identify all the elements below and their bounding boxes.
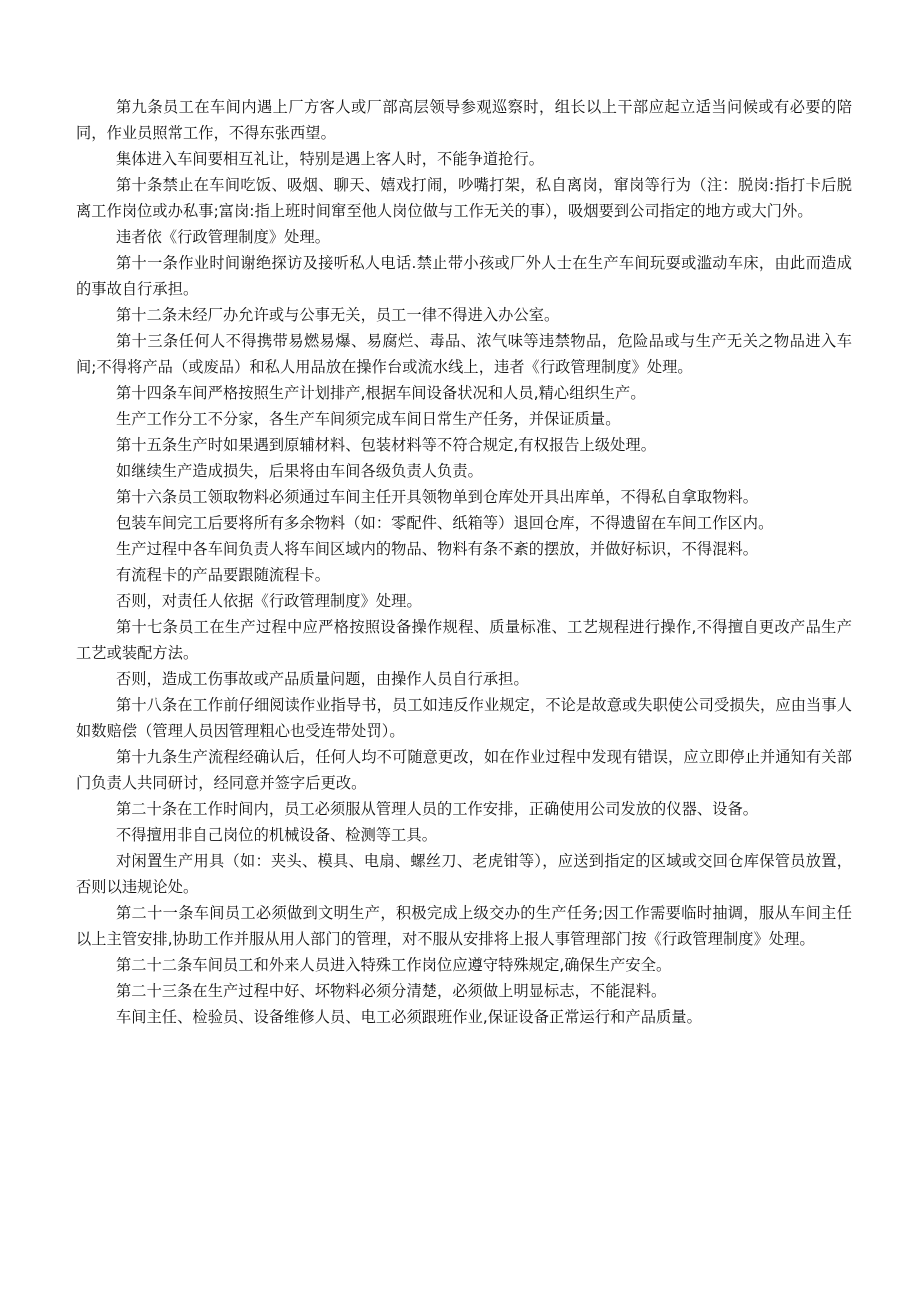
paragraph-loss-responsibility: 如继续生产造成损失，后果将由车间各级负责人负责。	[116, 462, 483, 480]
paragraph-article-10: 第十条禁止在车间吃饭、吸烟、聊天、嬉戏打闹，吵嘴打架，私自离岗，窜岗等行为（注：脱岗:指打卡后脱离工作岗位或办私事;富岗:指上班时间窜至他人岗位做与工作无关的事），吸烟要到公司指定的地方或大门外。	[76, 176, 852, 220]
paragraph-article-15: 第十五条生产时如果遇到原辅材料、包装材料等不符合规定,有权报告上级处理。	[116, 436, 656, 454]
paragraph-article-22: 第二十二条车间员工和外来人员进入特殊工作岗位应遵守特殊规定,确保生产安全。	[116, 956, 672, 974]
paragraph-production-division: 生产工作分工不分家，各生产车间须完成车间日常生产任务，并保证质量。	[116, 410, 621, 428]
paragraph-idle-tools: 对闲置生产用具（如：夹头、模具、电扇、螺丝刀、老虎钳等），应送到指定的区域或交回仓库保管员放置，否则以违规论处。	[76, 852, 852, 896]
paragraph-packaging-return: 包装车间完工后要将所有多余物料（如：零配件、纸箱等）退回仓库，不得遗留在车间工作区内。	[116, 514, 774, 532]
paragraph-article-13: 第十三条任何人不得携带易燃易爆、易腐烂、毒品、浓气味等违禁物品，危险品或与生产无关之物品进入车间;不得将产品（或废品）和私人用品放在操作台或流水线上，违者《行政管理制度》处理。	[76, 332, 852, 376]
paragraph-penalty: 否则，对责任人依据《行政管理制度》处理。	[116, 592, 422, 610]
paragraph-article-9: 第九条员工在车间内遇上厂方客人或厂部高层领导参观巡察时，组长以上干部应起立适当问候或有必要的陪同，作业员照常工作，不得东张西望。	[76, 98, 852, 142]
paragraph-article-16: 第十六条员工领取物料必须通过车间主任开具领物单到仓库处开具出库单，不得私自拿取物料。	[116, 488, 759, 506]
paragraph-equipment-use: 不得擅用非自己岗位的机械设备、检测等工具。	[116, 826, 438, 844]
paragraph-article-12: 第十二条未经厂办允许或与公事无关，员工一律不得进入办公室。	[116, 306, 560, 324]
paragraph-process-card: 有流程卡的产品要跟随流程卡。	[116, 566, 331, 584]
paragraph-article-21: 第二十一条车间员工必须做到文明生产，积极完成上级交办的生产任务;因工作需要临时抽调，服从车间主任以上主管安排,协助工作并服从用人部门的管理，对不服从安排将上报人事管理部门按《行政管理制度》处理。	[76, 904, 852, 948]
paragraph-article-18: 第十八条在工作前仔细阅读作业指导书，员工如违反作业规定，不论是故意或失职使公司受损失，应由当事人如数赔偿（管理人员因管理粗心也受连带处罚）。	[76, 696, 852, 740]
paragraph-article-14: 第十四条车间严格按照生产计划排产,根据车间设备状况和人员,精心组织生产。	[116, 384, 646, 402]
paragraph-shift-staff: 车间主任、检验员、设备维修人员、电工必须跟班作业,保证设备正常运行和产品质量。	[116, 1008, 702, 1026]
paragraph-violation-note: 违者依《行政管理制度》处理。	[116, 228, 331, 246]
paragraph-article-17: 第十七条员工在生产过程中应严格按照设备操作规程、质量标准、工艺规程进行操作,不得擅自更改产品生产工艺或装配方法。	[76, 618, 852, 662]
paragraph-courtesy: 集体进入车间要相互礼让，特别是遇上客人时，不能争道抢行。	[116, 150, 545, 168]
paragraph-article-20: 第二十条在工作时间内，员工必须服从管理人员的工作安排，正确使用公司发放的仪器、设备。	[116, 800, 759, 818]
paragraph-material-arrangement: 生产过程中各车间负责人将车间区域内的物品、物料有条不紊的摆放，并做好标识，不得混料。	[116, 540, 759, 558]
paragraph-accident-liability: 否则，造成工伤事故或产品质量问题，由操作人员自行承担。	[116, 670, 529, 688]
paragraph-article-23: 第二十三条在生产过程中好、坏物料必须分清楚，必须做上明显标志，不能混料。	[116, 982, 667, 1000]
document-body	[76, 94, 852, 1030]
paragraph-article-11: 第十一条作业时间谢绝探访及接听私人电话.禁止带小孩或厂外人士在生产车间玩耍或滥动车床，由此而造成的事故自行承担。	[76, 254, 852, 298]
paragraph-article-19: 第十九条生产流程经确认后，任何人均不可随意更改，如在作业过程中发现有错误，应立即停止并通知有关部门负责人共同研讨，经同意并签字后更改。	[76, 748, 852, 792]
